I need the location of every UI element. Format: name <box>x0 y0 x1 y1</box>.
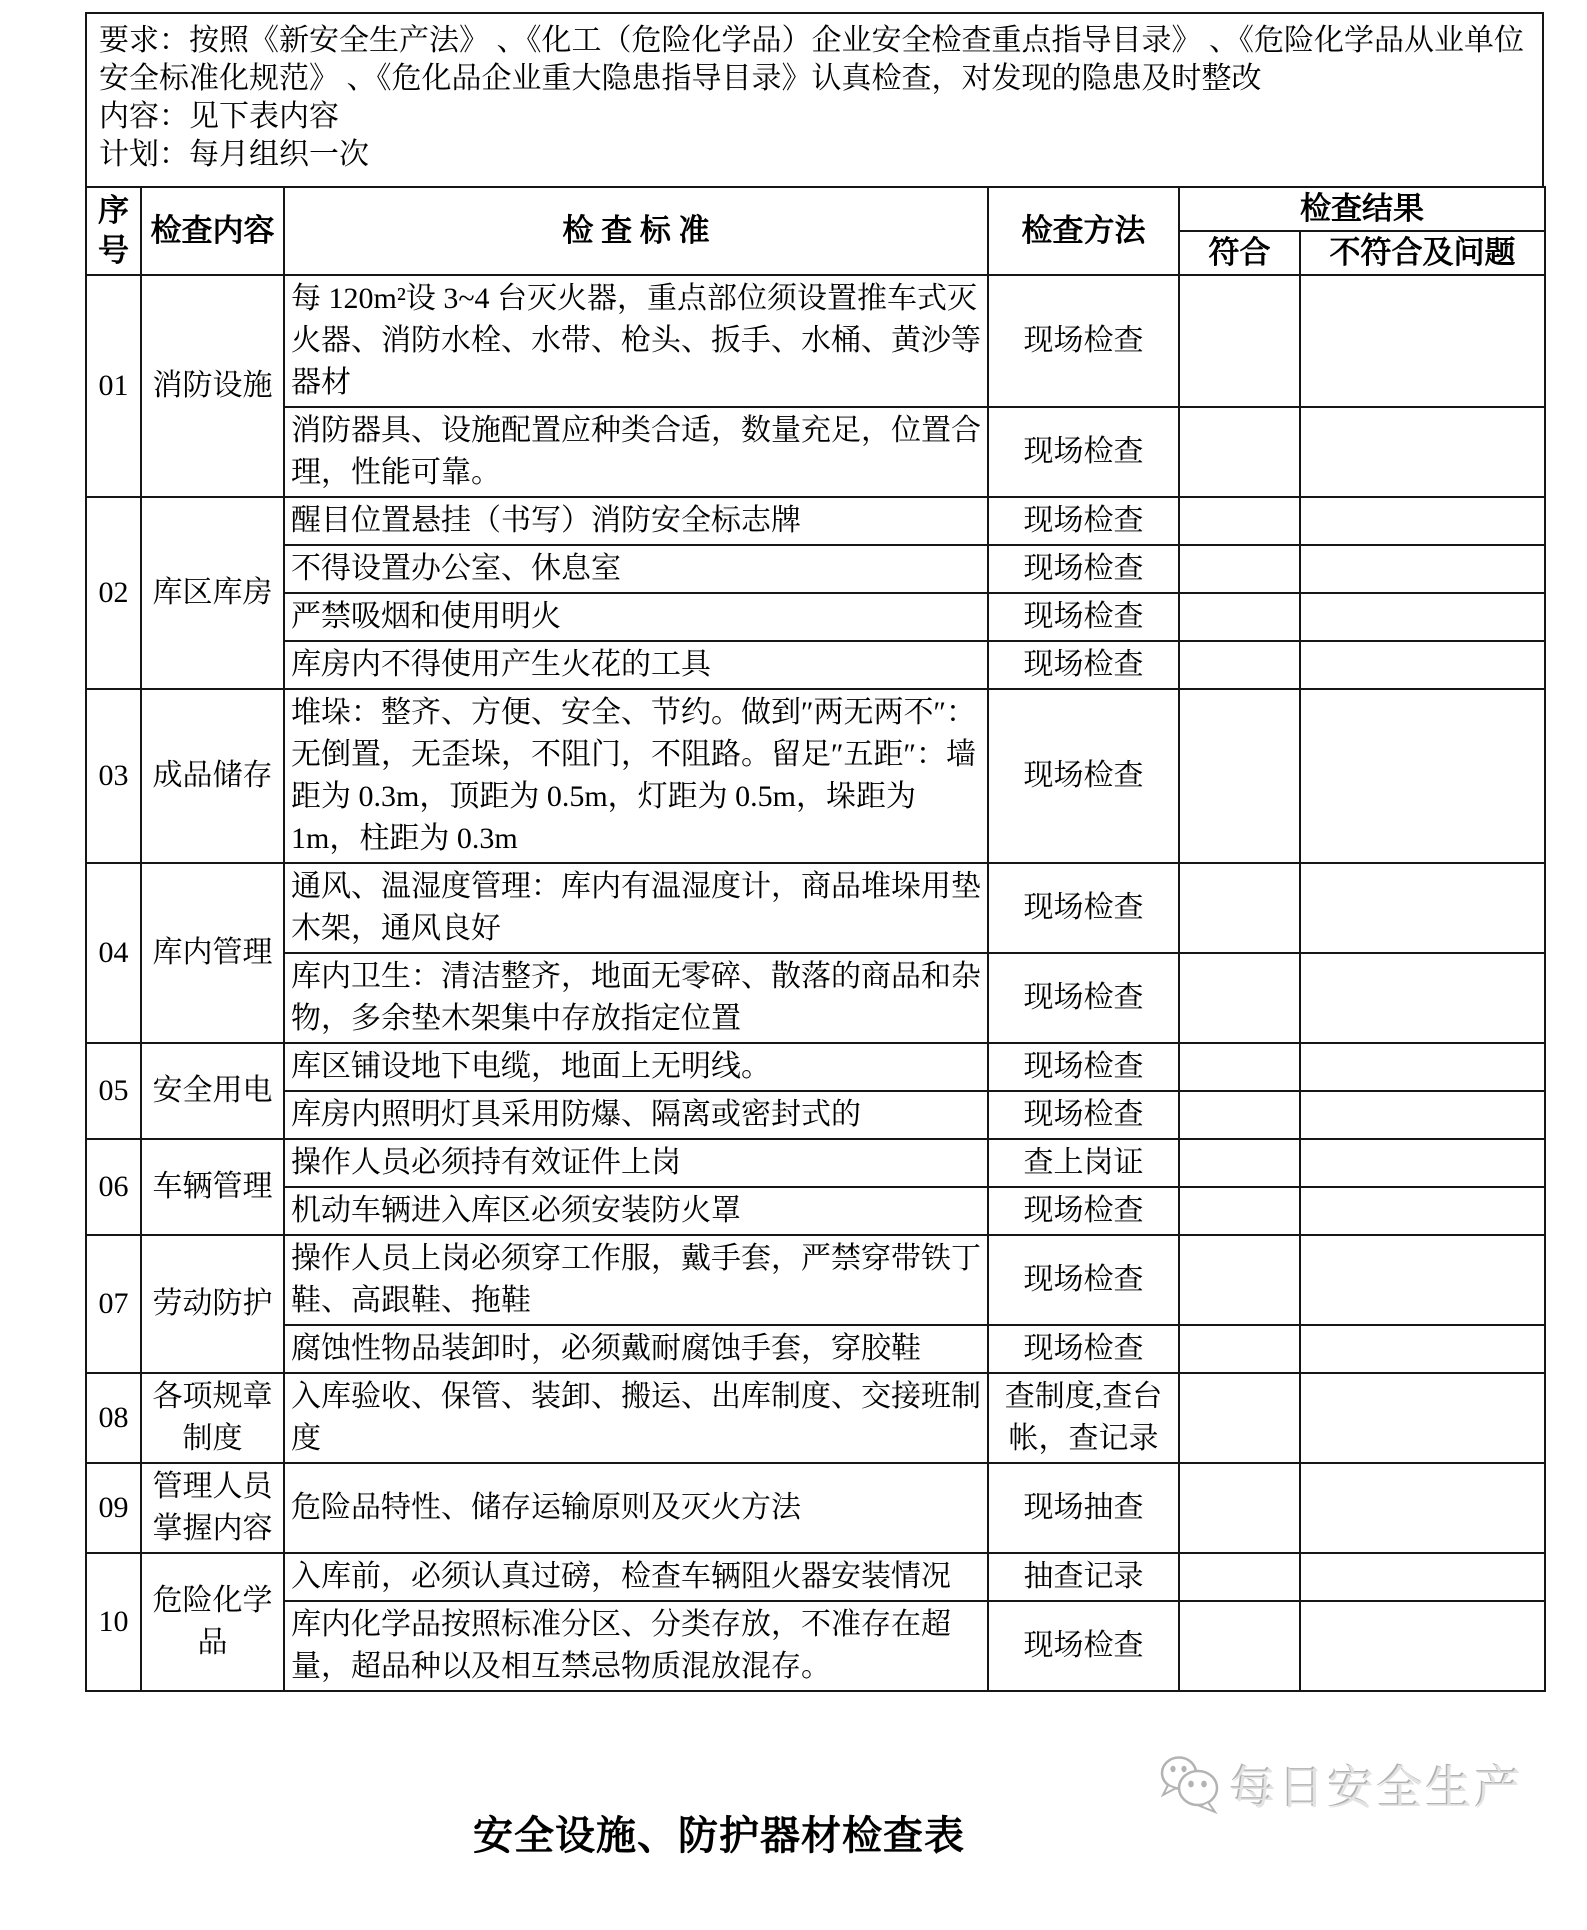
page-footer <box>85 1730 1544 1930</box>
header-notes <box>85 12 1544 188</box>
method-cell: 现场检查 <box>988 689 1179 863</box>
standard-cell: 库房内照明灯具采用防爆、隔离或密封式的 <box>284 1091 988 1139</box>
serial-cell: 03 <box>86 689 141 863</box>
method-cell: 现场检查 <box>988 1235 1179 1325</box>
col-header-standard: 检 查 标 准 <box>284 187 988 275</box>
nonconform-cell <box>1300 545 1545 593</box>
method-cell: 现场检查 <box>988 545 1179 593</box>
method-cell: 现场检查 <box>988 953 1179 1043</box>
col-header-content: 检查内容 <box>141 187 284 275</box>
table-row <box>86 689 1545 863</box>
category-cell: 库区库房 <box>141 497 284 689</box>
table-row <box>86 1463 1545 1553</box>
nonconform-cell <box>1300 1325 1545 1373</box>
table-row <box>86 497 1545 545</box>
plan-line: 计划：每月组织一次 <box>99 138 369 171</box>
method-cell: 查上岗证 <box>988 1139 1179 1187</box>
category-cell: 劳动防护 <box>141 1235 284 1373</box>
watermark-logo <box>1154 1752 1524 1818</box>
serial-cell: 09 <box>86 1463 141 1553</box>
next-table-title: 安全设施、防护器材检查表 <box>473 1812 965 1858</box>
table-row <box>86 407 1545 497</box>
table-row <box>86 1373 1545 1463</box>
conform-cell <box>1179 1187 1300 1235</box>
nonconform-cell <box>1300 1043 1545 1091</box>
nonconform-cell <box>1300 689 1545 863</box>
serial-cell: 06 <box>86 1139 141 1235</box>
conform-cell <box>1179 641 1300 689</box>
standard-cell: 入库验收、保管、装卸、搬运、出库制度、交接班制度 <box>284 1373 988 1463</box>
table-row <box>86 275 1545 407</box>
document-page <box>85 12 1544 1930</box>
category-cell: 车辆管理 <box>141 1139 284 1235</box>
nonconform-cell <box>1300 1463 1545 1553</box>
col-header-nonconform: 不符合及问题 <box>1300 231 1545 275</box>
method-cell: 现场检查 <box>988 275 1179 407</box>
table-row <box>86 1553 1545 1601</box>
method-cell: 现场检查 <box>988 1601 1179 1691</box>
nonconform-cell <box>1300 1235 1545 1325</box>
table-row <box>86 593 1545 641</box>
standard-cell: 每 120m²设 3~4 台灭火器，重点部位须设置推车式灭火器、消防水栓、水带、枪头、扳手、水桶、黄沙等器材 <box>284 275 988 407</box>
standard-cell: 库内化学品按照标准分区、分类存放，不准存在超量，超品种以及相互禁忌物质混放混存。 <box>284 1601 988 1691</box>
category-cell: 管理人员掌握内容 <box>141 1463 284 1553</box>
conform-cell <box>1179 1601 1300 1691</box>
standard-cell: 操作人员上岗必须穿工作服，戴手套，严禁穿带铁丁鞋、高跟鞋、拖鞋 <box>284 1235 988 1325</box>
conform-cell <box>1179 497 1300 545</box>
nonconform-cell <box>1300 1139 1545 1187</box>
table-row <box>86 1139 1545 1187</box>
method-cell: 现场检查 <box>988 1187 1179 1235</box>
table-row <box>86 1187 1545 1235</box>
method-cell: 现场检查 <box>988 497 1179 545</box>
conform-cell <box>1179 1325 1300 1373</box>
conform-cell <box>1179 593 1300 641</box>
standard-cell: 不得设置办公室、休息室 <box>284 545 988 593</box>
table-row <box>86 1235 1545 1325</box>
nonconform-cell <box>1300 1553 1545 1601</box>
category-cell: 消防设施 <box>141 275 284 497</box>
conform-cell <box>1179 863 1300 953</box>
nonconform-cell <box>1300 497 1545 545</box>
method-cell: 现场检查 <box>988 863 1179 953</box>
standard-cell: 操作人员必须持有效证件上岗 <box>284 1139 988 1187</box>
nonconform-cell <box>1300 1187 1545 1235</box>
conform-cell <box>1179 1043 1300 1091</box>
serial-cell: 10 <box>86 1553 141 1691</box>
category-cell: 成品储存 <box>141 689 284 863</box>
table-row <box>86 953 1545 1043</box>
conform-cell <box>1179 1553 1300 1601</box>
method-cell: 现场检查 <box>988 1325 1179 1373</box>
nonconform-cell <box>1300 641 1545 689</box>
method-cell: 现场检查 <box>988 407 1179 497</box>
nonconform-cell <box>1300 1091 1545 1139</box>
method-cell: 现场检查 <box>988 1043 1179 1091</box>
col-header-serial: 序号 <box>86 187 141 275</box>
table-row <box>86 641 1545 689</box>
standard-cell: 危险品特性、储存运输原则及灭火方法 <box>284 1463 988 1553</box>
table-row <box>86 1325 1545 1373</box>
conform-cell <box>1179 407 1300 497</box>
method-cell: 查制度,查台帐，查记录 <box>988 1373 1179 1463</box>
table-header-row-1 <box>86 187 1545 231</box>
conform-cell <box>1179 953 1300 1043</box>
method-cell: 抽查记录 <box>988 1553 1179 1601</box>
col-header-conform: 符合 <box>1179 231 1300 275</box>
standard-cell: 库房内不得使用产生火花的工具 <box>284 641 988 689</box>
serial-cell: 02 <box>86 497 141 689</box>
category-cell: 各项规章制度 <box>141 1373 284 1463</box>
standard-cell: 严禁吸烟和使用明火 <box>284 593 988 641</box>
standard-cell: 醒目位置悬挂（书写）消防安全标志牌 <box>284 497 988 545</box>
watermark-text: 每日安全生产 <box>1230 1761 1524 1814</box>
conform-cell <box>1179 545 1300 593</box>
table-row <box>86 863 1545 953</box>
method-cell: 现场抽查 <box>988 1463 1179 1553</box>
standard-cell: 堆垛：整齐、方便、安全、节约。做到″两无两不″：无倒置，无歪垛，不阻门，不阻路。留足″五距″：墙距为 0.3m，顶距为 0.5m，灯距为 0.5m，垛距为 1m，柱距为 0.3m <box>284 689 988 863</box>
conform-cell <box>1179 275 1300 407</box>
method-cell: 现场检查 <box>988 593 1179 641</box>
nonconform-cell <box>1300 593 1545 641</box>
standard-cell: 入库前，必须认真过磅，检查车辆阻火器安装情况 <box>284 1553 988 1601</box>
inspection-table <box>85 186 1546 1692</box>
serial-cell: 01 <box>86 275 141 497</box>
nonconform-cell <box>1300 407 1545 497</box>
wechat-bubbles-icon <box>1154 1752 1224 1818</box>
conform-cell <box>1179 1235 1300 1325</box>
nonconform-cell <box>1300 1373 1545 1463</box>
method-cell: 现场检查 <box>988 1091 1179 1139</box>
table-row <box>86 545 1545 593</box>
requirement-line: 要求：按照《新安全生产法》 、《化工（危险化学品）企业安全检查重点指导目录》 、《危险化学品从业单位安全标准化规范》 、《危化品企业重大隐患指导目录》认真检查，对发现的隐患及时整改 <box>99 24 1524 95</box>
category-cell: 危险化学品 <box>141 1553 284 1691</box>
nonconform-cell <box>1300 953 1545 1043</box>
col-header-result: 检查结果 <box>1179 187 1545 231</box>
col-header-method: 检查方法 <box>988 187 1179 275</box>
standard-cell: 机动车辆进入库区必须安装防火罩 <box>284 1187 988 1235</box>
nonconform-cell <box>1300 275 1545 407</box>
conform-cell <box>1179 1373 1300 1463</box>
conform-cell <box>1179 1463 1300 1553</box>
standard-cell: 通风、温湿度管理：库内有温湿度计，商品堆垛用垫木架，通风良好 <box>284 863 988 953</box>
category-cell: 安全用电 <box>141 1043 284 1139</box>
serial-cell: 05 <box>86 1043 141 1139</box>
standard-cell: 库区铺设地下电缆，地面上无明线。 <box>284 1043 988 1091</box>
conform-cell <box>1179 689 1300 863</box>
nonconform-cell <box>1300 1601 1545 1691</box>
nonconform-cell <box>1300 863 1545 953</box>
content-line: 内容：见下表内容 <box>99 100 339 133</box>
serial-cell: 04 <box>86 863 141 1043</box>
standard-cell: 消防器具、设施配置应种类合适，数量充足，位置合理，性能可靠。 <box>284 407 988 497</box>
standard-cell: 腐蚀性物品装卸时，必须戴耐腐蚀手套，穿胶鞋 <box>284 1325 988 1373</box>
table-row <box>86 1043 1545 1091</box>
conform-cell <box>1179 1091 1300 1139</box>
conform-cell <box>1179 1139 1300 1187</box>
category-cell: 库内管理 <box>141 863 284 1043</box>
standard-cell: 库内卫生：清洁整齐，地面无零碎、散落的商品和杂物，多余垫木架集中存放指定位置 <box>284 953 988 1043</box>
table-row <box>86 1601 1545 1691</box>
serial-cell: 07 <box>86 1235 141 1373</box>
table-row <box>86 1091 1545 1139</box>
serial-cell: 08 <box>86 1373 141 1463</box>
method-cell: 现场检查 <box>988 641 1179 689</box>
